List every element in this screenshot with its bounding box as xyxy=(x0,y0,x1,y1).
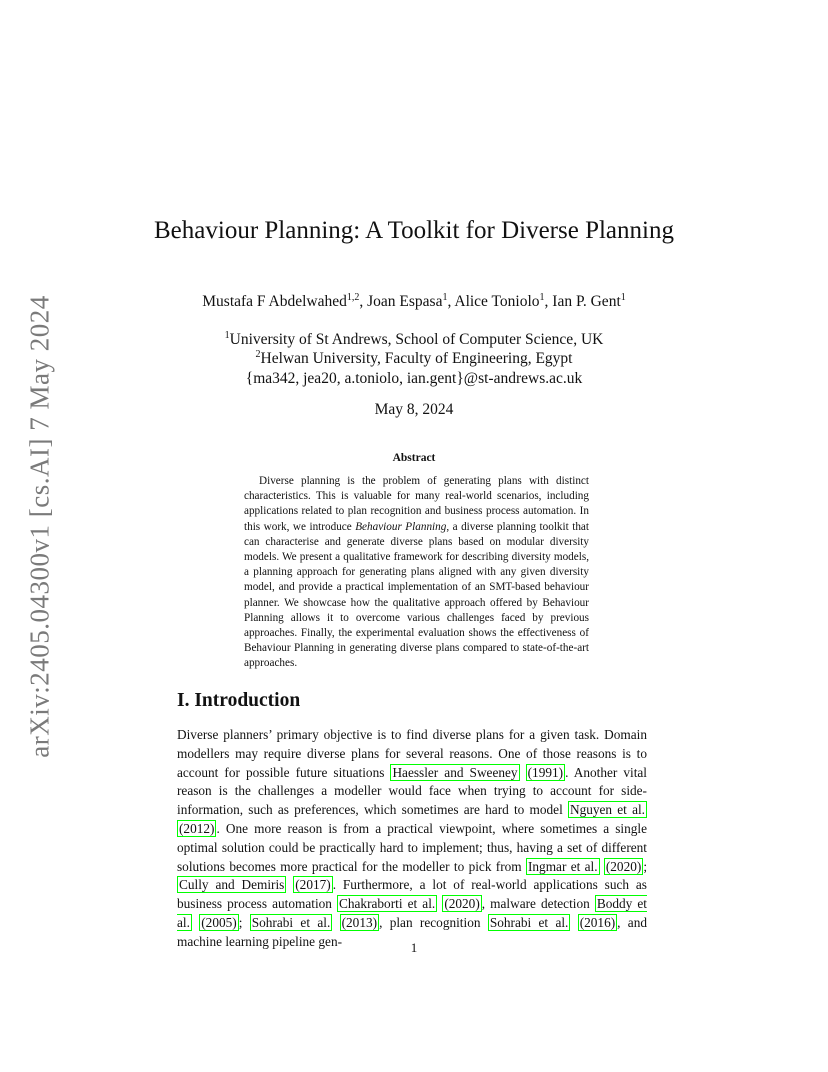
affiliation-text: University of St Andrews, School of Computer Science, UK xyxy=(229,331,604,348)
citation-link[interactable]: (2012) xyxy=(179,820,215,836)
citation-link[interactable]: Cully and Demiris xyxy=(179,877,285,893)
affiliation-mark: 1 xyxy=(224,330,230,341)
citation-link[interactable]: Nguyen et al. xyxy=(569,802,645,818)
abstract-text: Diverse planning is the problem of generating plans with distinct characteristics. This is valuable for many real-world scenarios, including applications related to plan recognition and business process automation. In this work, we introduce xyxy=(244,475,589,533)
affiliation-line xyxy=(120,349,708,369)
author-name: Mustafa F Abdelwahed xyxy=(202,293,347,310)
citation-link[interactable]: Sohrabi et al. xyxy=(251,914,331,930)
paragraph-text: ; xyxy=(238,914,250,930)
author-name: Joan Espasa xyxy=(367,293,443,310)
citation-link[interactable]: (2020) xyxy=(444,896,480,912)
author-name: Alice Toniolo xyxy=(454,293,540,310)
citation-link[interactable]: Boddy et al. xyxy=(177,896,647,930)
paragraph-text: . Furthermore, a lot of real-world applications such as business process automation xyxy=(177,877,647,912)
paragraph-text xyxy=(332,915,339,930)
citation-link[interactable]: Sohrabi et al. xyxy=(489,914,569,930)
publication-date: May 8, 2024 xyxy=(374,401,454,418)
arxiv-identifier-stamp xyxy=(18,294,62,758)
citation-link[interactable]: Haessler and Sweeney xyxy=(392,764,518,780)
section-heading-introduction: I. Introduction xyxy=(177,690,301,711)
abstract-heading: Abstract xyxy=(392,452,436,464)
citation-link[interactable]: Chakraborti et al. xyxy=(339,896,436,912)
citation-link[interactable]: (2017) xyxy=(295,877,331,893)
paragraph-text: . Another vital reason is the challenges a modeller would face when trying to account for side-information, such as preferences, which sometimes are hard to model xyxy=(177,764,647,818)
citation-link[interactable]: (2016) xyxy=(579,914,616,930)
author-separator: , xyxy=(544,293,553,310)
paragraph-text: ; xyxy=(643,858,648,874)
affiliation-mark: 2 xyxy=(255,349,261,360)
author-affiliation-mark: 1,2 xyxy=(346,292,360,303)
introduction-paragraph xyxy=(177,726,647,952)
abstract-body xyxy=(244,474,589,672)
arxiv-stamp-text: arXiv:2405.04300v1 [cs.AI] 7 May 2024 xyxy=(24,294,55,758)
page-number: 1 xyxy=(410,940,418,955)
abstract-text: , a diverse planning toolkit that can characterise and generate diverse plans based on modular diversity models. We present a qualitative framework for describing diversity models, a planning approach for generating plans aligned with any given diversity model, and provide a practical implementation of an SMT-based behaviour planner. We showcase how the qualitative approach offered by Behaviour Planning allows it to overcome various challenges faced by previous approaches. Finally, the experimental evaluation shows the effectiveness of Behaviour Planning in generating diverse plans compared to state-of-the-art approaches. xyxy=(244,520,590,670)
paragraph-text: , plan recognition xyxy=(379,914,488,930)
affiliation-line xyxy=(120,330,708,350)
author-separator: , xyxy=(447,293,455,310)
author-emails: {ma342, jea20, a.toniolo, ian.gent}@st-andrews.ac.uk xyxy=(245,370,583,387)
author-affiliation-mark: 1 xyxy=(539,292,545,303)
author-list xyxy=(120,292,708,312)
citation-link[interactable]: (2013) xyxy=(341,914,378,930)
citation-link[interactable]: (2005) xyxy=(201,914,237,930)
paragraph-text: . One more reason is from a practical viewpoint, where sometimes a single optimal solution could be practically hard to implement; thus, having a set of different solutions becomes more practical for the modeller to pick from xyxy=(177,820,647,874)
citation-link[interactable]: (1991) xyxy=(527,764,564,780)
author-affiliation-mark: 1 xyxy=(442,292,448,303)
paragraph-text xyxy=(570,915,577,930)
paper-title: Behaviour Planning: A Toolkit for Diverse Planning xyxy=(154,217,674,244)
paragraph-text: , and machine learning pipeline gen- xyxy=(177,914,648,949)
author-separator: , xyxy=(359,293,368,310)
citation-link[interactable]: Ingmar et al. xyxy=(527,858,598,874)
author-name: Ian P. Gent xyxy=(552,293,621,310)
affiliation-text: Helwan University, Faculty of Engineering, Egypt xyxy=(260,350,573,367)
citation-link[interactable]: (2020) xyxy=(605,858,642,874)
paragraph-text: , malware detection xyxy=(481,896,595,912)
abstract-toolkit-name: Behaviour Planning xyxy=(355,520,447,533)
paragraph-text: Diverse planners’ primary objective is to find diverse plans for a given task. Domain modellers may require diverse plans for several reasons. One of those reasons is to account for possible future situations xyxy=(177,727,647,780)
author-affiliation-mark: 1 xyxy=(620,292,626,303)
paragraph-text xyxy=(520,765,526,780)
